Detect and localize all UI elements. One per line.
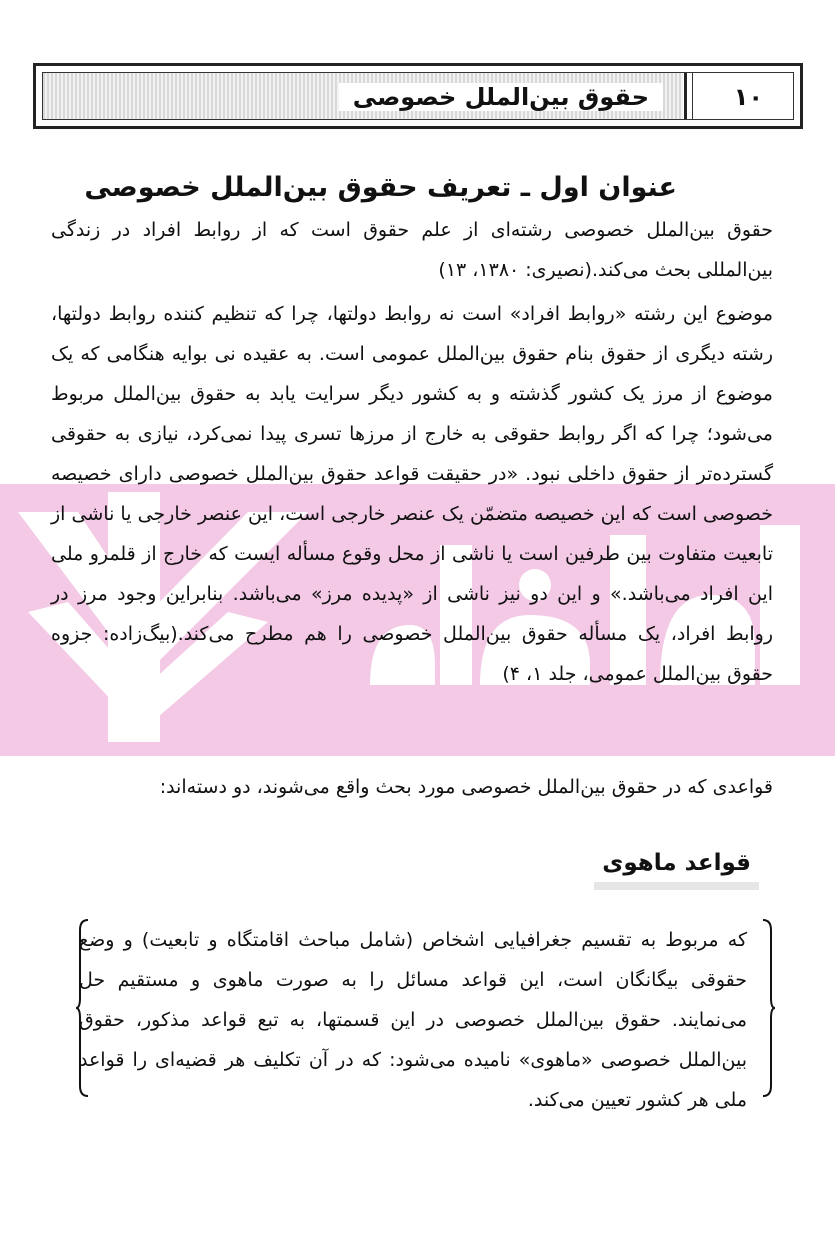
running-title-cell [43,73,683,119]
subject-paragraph: موضوع این رشته «روابط افراد» است نه روابط دولتها، چرا که تنظیم کننده روابط دولتها، رشته دیگری از حقوق بنام حقوق بین‌الملل عمومی است. به عقیده نی بوایه هنگامی که یک موضوع از مرز یک کشور گذشته و به کشور دیگر سرایت یابد به حقوق بین‌الملل مربوط می‌شود؛ چرا که اگر روابط حقوقی به خارج از مرزها تسری پیدا نمی‌کرد، نیازی به حقوقی گسترده‌تر از حقوق داخلی نبود. «در حقیقت قواعد حقوق بین‌الملل خصوصی دارای خصیصه خصوصی است که این خصیصه متضمّن یک عنصر خارجی است، این عنصر خارجی یا ناشی از تابعیت متفاوت بین طرفین است یا ناشی از محل وقوع مسأله ایست که خارج از قلمرو ملی این افراد می‌باشد.» و این دو نیز ناشی از «پدیده مرز» می‌باشد. بنابراین وجود مرز در روابط افراد، یک مسأله حقوق بین‌الملل خصوصی را هم مطرح می‌کند.(بیگ‌زاده: جزوه حقوق بین‌الملل عمومی، جلد ۱، ۴) [51,303,773,685]
page-number: ۱۰ [733,83,763,111]
header-divider-thin [692,73,693,119]
running-header [33,63,803,129]
section-heading: عنوان اول ـ تعریف حقوق بین‌الملل خصوصی [84,172,677,203]
running-title: حقوق بین‌الملل خصوصی [339,83,663,111]
rules-intro-paragraph: قواعدی که در حقوق بین‌الملل خصوصی مورد بحث واقع می‌شوند، دو دسته‌اند: [159,776,773,798]
substantive-rules-paragraph: که مربوط به تقسیم جغرافیایی اشخاص (شامل مباحث اقامتگاه و تابعیت) و وضع حقوقی بیگانگان است، این قواعد مسائل را به صورت ماهوی و مستقیم حل می‌نمایند. حقوق بین‌الملل خصوصی در این قسمتها، به تبع قواعد مذکور، حقوق بین‌الملل خصوصی «ماهوی» نامیده می‌شود: که در آن تکلیف هر قضیه‌ای را قواعد ملی هر کشور تعیین می‌کند. [79,929,747,1111]
header-divider [684,73,687,119]
running-header-inner [42,72,794,120]
sub-heading: قواعد ماهوی [594,846,759,890]
definition-paragraph: حقوق بین‌الملل خصوصی رشته‌ای از علم حقوق است که از روابط افراد در زندگی بین‌المللی بحث می‌کند.(نصیری: ۱۳۸۰، ۱۳) [51,219,773,281]
right-brace-icon [761,918,775,1098]
